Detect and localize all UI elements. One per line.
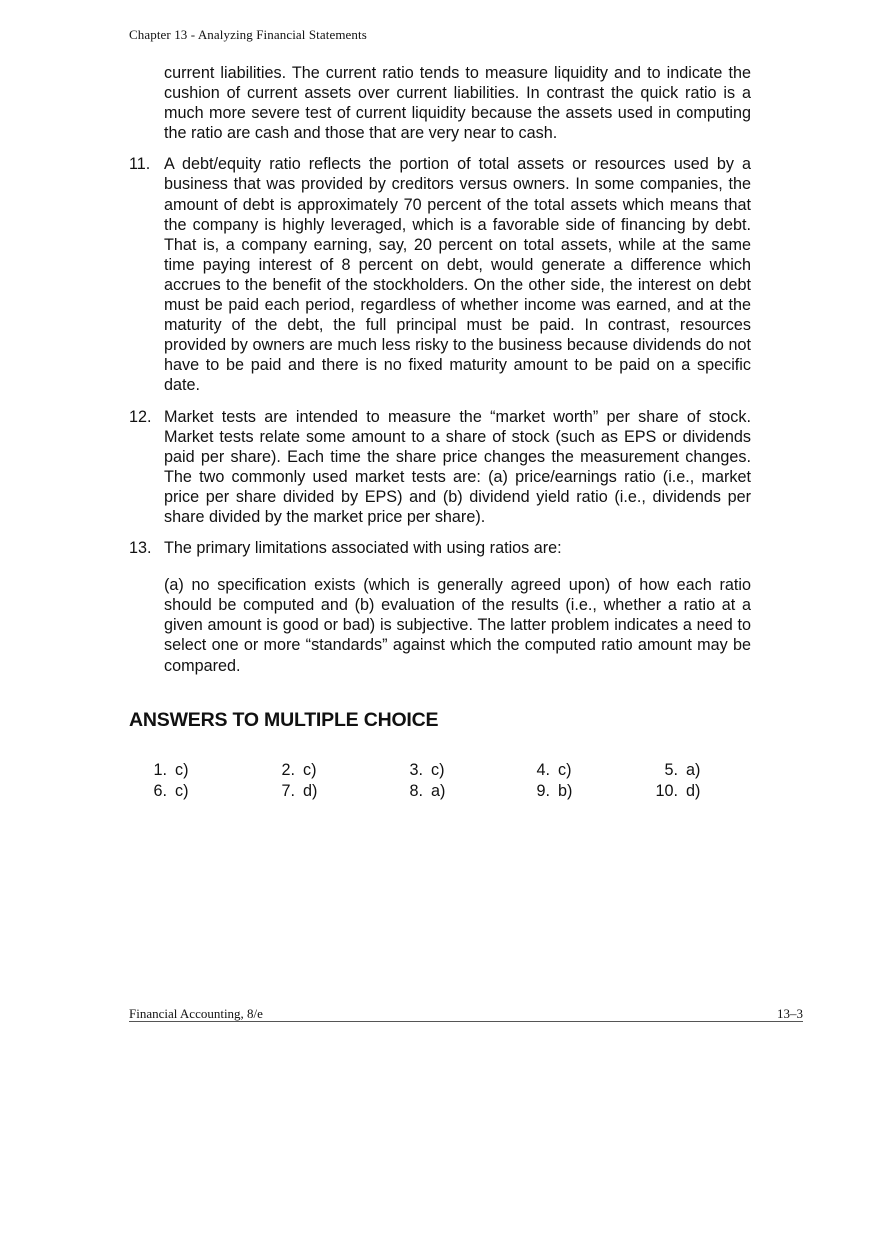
item-text: Market tests are intended to measure the “market worth” per share of stock. Market tests relate some amount to a share of stock (such as EPS or dividends paid per share). Each time the share price changes the measurement changes. The two commonly used market tests are: (a) price/earnings ratio (i.e., market price per share divided by EPS) and (b) dividend yield ratio (i.e., dividends per share divided by the market price per share). [164, 407, 751, 526]
answer-choice: a) [431, 781, 446, 800]
main-content [129, 63, 751, 692]
answer-entry [640, 760, 700, 781]
answer-entry [512, 781, 572, 802]
continued-paragraph: current liabilities. The current ratio tends to measure liquidity and to indicate the cushion of current assets over current liabilities. In contrast the quick ratio is a much more severe test of current liquidity because the assets used in computing the ratio are cash and those that are very near to cash. [164, 64, 751, 143]
answer-row [129, 781, 729, 802]
answer-choice: c) [175, 761, 189, 779]
answer-choice: d) [303, 781, 318, 800]
answer-entry [257, 781, 317, 802]
section-heading: ANSWERS TO MULTIPLE CHOICE [129, 709, 439, 731]
footer-page-number: 13–3 [777, 1006, 803, 1021]
answer-entry [385, 781, 445, 802]
answer-choice: a) [686, 761, 701, 779]
item-text: A debt/equity ratio reflects the portion of total assets or resources used by a business that was provided by creditors versus owners. In some companies, the amount of debt is approximately 70 percent of the total assets which means that the company is highly leveraged, which is a favorable side of financing by debt. That is, a company earning, say, 20 percent on total assets, while at the same time paying interest of 8 percent on debt, would generate a difference which accrues to the benefit of the stockholders. On the other side, the interest on debt must be paid each period, regardless of whether income was earned, and at the maturity of the debt, the full principal must be paid. In contrast, resources provided by owners are much less risky to the business because dividends do not have to be paid and there is no fixed maturity amount to be paid on a specific date. [164, 155, 751, 395]
answer-row [129, 760, 729, 781]
answer-choice: c) [558, 761, 572, 779]
answer-choice: c) [303, 761, 317, 779]
answer-number: 5. [664, 761, 678, 779]
list-item-12 [129, 407, 751, 528]
answer-number: 6. [153, 781, 167, 800]
footer-book-title: Financial Accounting, 8/e [129, 1006, 263, 1021]
page-footer [129, 1006, 803, 1022]
answer-entry [512, 760, 571, 781]
answer-number: 10. [655, 781, 678, 800]
item-13-detail: (a) no specification exists (which is generally agreed upon) of how each ratio should be computed and (b) evaluation of the results (i.e., whether a ratio at a given amount is good or bad) is subjective. The latter problem indicates a need to select one or more “standards” against which the computed ratio amount may be compared. [164, 576, 751, 675]
answer-entry [129, 760, 188, 781]
running-header: Chapter 13 - Analyzing Financial Statements [129, 27, 367, 42]
item-number: 13. [129, 539, 152, 558]
answer-number: 1. [153, 761, 167, 779]
answer-entry [257, 760, 316, 781]
answer-entry [385, 760, 444, 781]
list-item-11 [129, 154, 751, 395]
answer-entry [640, 781, 700, 802]
answer-number: 9. [536, 781, 550, 800]
answer-number: 2. [281, 761, 295, 779]
answer-number: 3. [409, 761, 423, 779]
answer-number: 7. [281, 781, 295, 800]
answer-entry [129, 781, 188, 802]
item-number: 11. [129, 155, 151, 174]
answer-number: 4. [536, 761, 550, 779]
answer-choice: d) [686, 781, 701, 800]
answer-choice: c) [175, 781, 189, 800]
answers-grid [129, 760, 729, 801]
item-number: 12. [129, 407, 152, 426]
answer-choice: c) [431, 761, 445, 779]
answer-number: 8. [409, 781, 423, 800]
item-text: The primary limitations associated with using ratios are: [164, 539, 562, 558]
list-item-13 [129, 538, 751, 558]
answer-choice: b) [558, 781, 573, 800]
